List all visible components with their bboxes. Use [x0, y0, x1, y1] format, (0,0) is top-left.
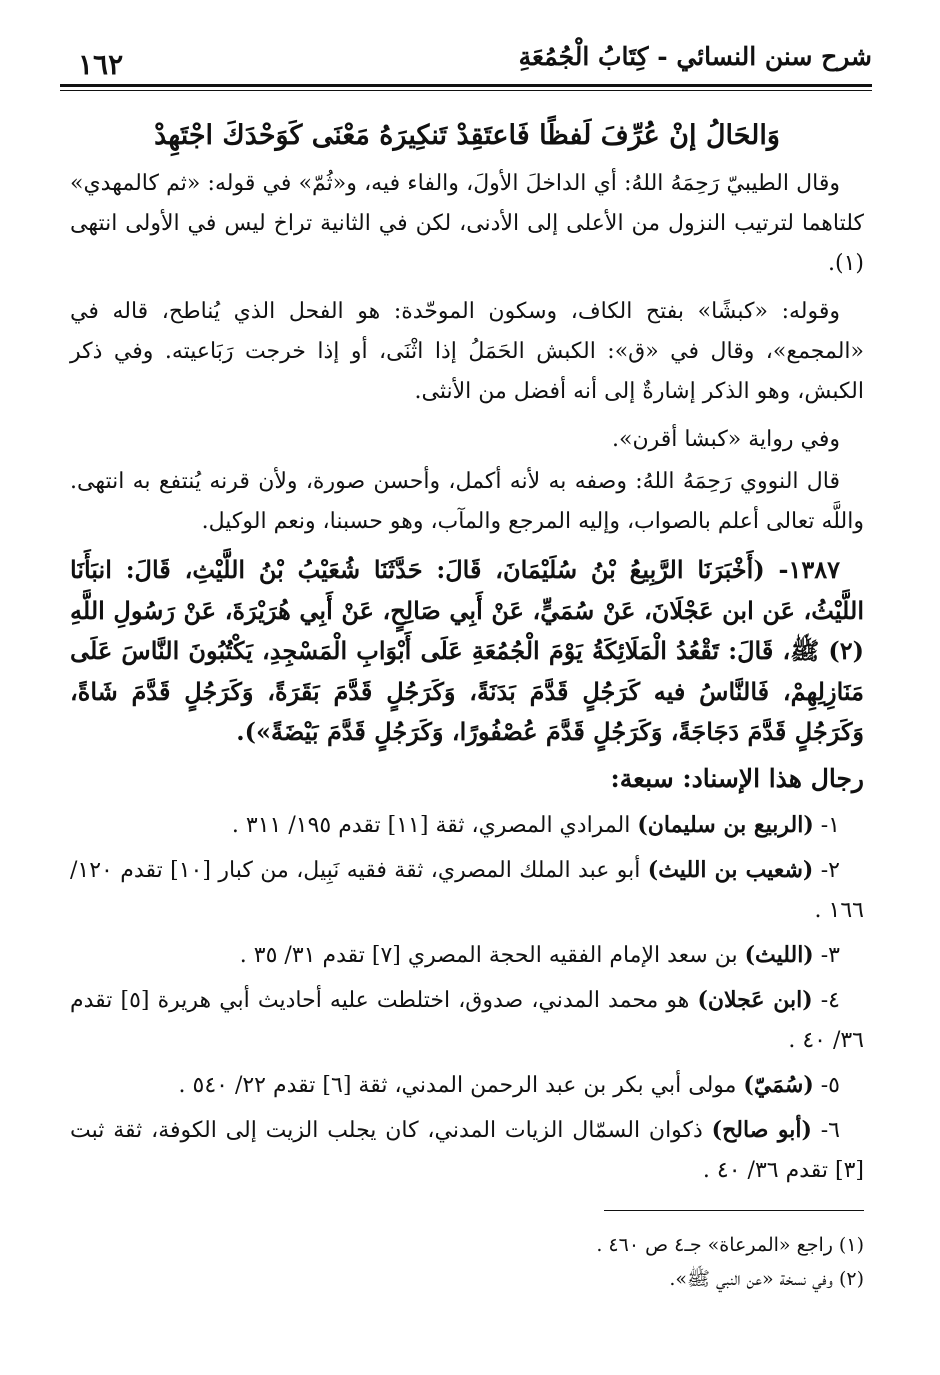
- narrator-description: هو محمد المدني، صدوق، اختلطت عليه أحاديث أبي هريرة [٥] تقدم ٣٦/ ٤٠ .: [70, 987, 864, 1053]
- narrator-description: أبو عبد الملك المصري، ثقة فقيه نَبِيل، من كبار [١٠] تقدم ١٢٠/ ١٦٦ .: [70, 857, 864, 923]
- footnotes: [70, 1228, 864, 1296]
- narrator-name: (الربيع بن سليمان): [637, 811, 814, 838]
- narrator-item: [70, 1065, 864, 1106]
- footnote-2: (٢) وفي نسخة «عن النبي ﷺ».: [669, 1268, 864, 1290]
- narrator-number: ٤-: [820, 987, 840, 1013]
- narrator-name: (شعيب بن الليث): [647, 856, 814, 883]
- running-title: شرح سنن النسائي - كِتَابُ الْجُمُعَةِ: [518, 42, 872, 71]
- narrator-number: ٢-: [820, 857, 840, 883]
- paragraph-kabsh: وقوله: «كبشًا» بفتح الكاف، وسكون الموحّدة: هو الفحل الذي يُناطح، قاله في «المجمع»، وقال في «ق»: الكبش الحَمَلُ إذا اثْنَى، أو إذا خرجت رَبَاعيته. وفي ذكر الكبش، وهو الذكر إشارةٌ إلى أنه أفضل من الأنثى.: [70, 299, 864, 404]
- section-title: رجال هذا الإسناد: سبعة:: [610, 763, 864, 793]
- narrator-name: (أبو صالح): [711, 1116, 812, 1143]
- narrator-item: [70, 980, 864, 1061]
- page-content: [70, 112, 864, 1195]
- page-number: ١٦٢: [78, 48, 124, 81]
- header-rule: [60, 84, 872, 91]
- narrator-number: ٦-: [820, 1117, 840, 1143]
- narrator-description: المرادي المصري، ثقة [١١] تقدم ١٩٥/ ٣١١ .: [231, 812, 638, 838]
- paragraph-tibi: وقال الطيبيّ رَحِمَهُ اللهُ: أي الداخلَ الأولَ، والفاء فيه، و«ثُمّ» في قوله: «ثم كالمهدي» كلتاهما لترتيب النزول من الأعلى إلى الأدنى، لكن في الثانية تراخ ليس في الأولى انتهى (١).: [70, 171, 864, 276]
- narrator-description: مولى أبي بكر بن عبد الرحمن المدني، ثقة [٦] تقدم ٢٢/ ٥٤٠ .: [178, 1072, 744, 1098]
- narrator-item: [70, 935, 864, 976]
- footnote-separator: [604, 1210, 864, 1211]
- narrator-number: ١-: [820, 812, 840, 838]
- narrator-name: (الليث): [744, 941, 814, 968]
- narrator-item: [70, 1110, 864, 1191]
- footnote-1: (١) راجع «المرعاة» جـ٤ ص ٤٦٠ .: [596, 1234, 864, 1256]
- narrator-number: ٣-: [820, 942, 840, 968]
- hadith-text: ١٣٨٧- (أَخْبَرَنَا الرَّبِيعُ بْنُ سُلَيْمَانَ، قَالَ: حَدَّثَنَا شُعَيْبُ بْنُ اللَّيْثِ، قَالَ: انبَأَنَا اللَّيْثُ، عَن ابن عَجْلَانَ، عَنْ سُمَيٍّ، عَنْ أَبِي صَالِحٍ، عَنْ أَبِي هُرَيْرَةَ، عَنْ رَسُولِ اللَّهِ (٢) ﷺ، قَالَ: تَقْعُدُ الْمَلَائِكَةُ يَوْمَ الْجُمُعَةِ عَلَى أَبْوَابِ الْمَسْجِدِ، يَكْتُبُونَ النَّاسَ عَلَى مَنَازِلِهِمْ، فَالنَّاسُ فيه كَرَجُلٍ قَدَّمَ بَدَنَةً، وَكَرَجُلٍ قَدَّمَ بَقَرَةً، وَكَرَجُلٍ قَدَّمَ شَاةً، وَكَرَجُلٍ قَدَّمَ دَجَاجَةً، وَكَرَجُلٍ قَدَّمَ عُصْفُورًا، وَكَرَجُلٍ قَدَّمَ بَيْضَةً»).: [70, 555, 864, 746]
- narrator-description: بن سعد الإمام الفقيه الحجة المصري [٧] تقدم ٣١/ ٣٥ .: [239, 942, 745, 968]
- narrator-name: (سُمَيّ): [743, 1071, 814, 1098]
- narrator-name: (ابن عَجلان): [697, 986, 813, 1013]
- narrator-item: [70, 850, 864, 931]
- narrator-number: ٥-: [820, 1072, 840, 1098]
- paragraph-nawawi: قال النووي رَحِمَهُ اللهُ: وصفه به لأنه أكمل، وأحسن صورة، ولأن قرنه يُنتفع به انتهى. واللَّه تعالى أعلم بالصواب، وإليه المرجع والمآب، وهو حسبنا، ونعم الوكيل.: [70, 469, 864, 534]
- page-header: [60, 40, 872, 86]
- narrator-item: [70, 805, 864, 846]
- narrator-description: ذكوان السمّال الزيات المدني، كان يجلب الزيت إلى الكوفة، ثقة ثبت [٣] تقدم ٣٦/ ٤٠ .: [70, 1117, 864, 1183]
- poetry-verse: وَالحَالُ إنْ عُرِّفَ لَفظًا فَاعتَقِدْ تَنكِيرَهُ مَعْنَى كَوَحْدَكَ اجْتَهِدْ: [154, 120, 780, 151]
- paragraph-riwaya: وفي رواية «كبشا أقرن».: [611, 427, 840, 452]
